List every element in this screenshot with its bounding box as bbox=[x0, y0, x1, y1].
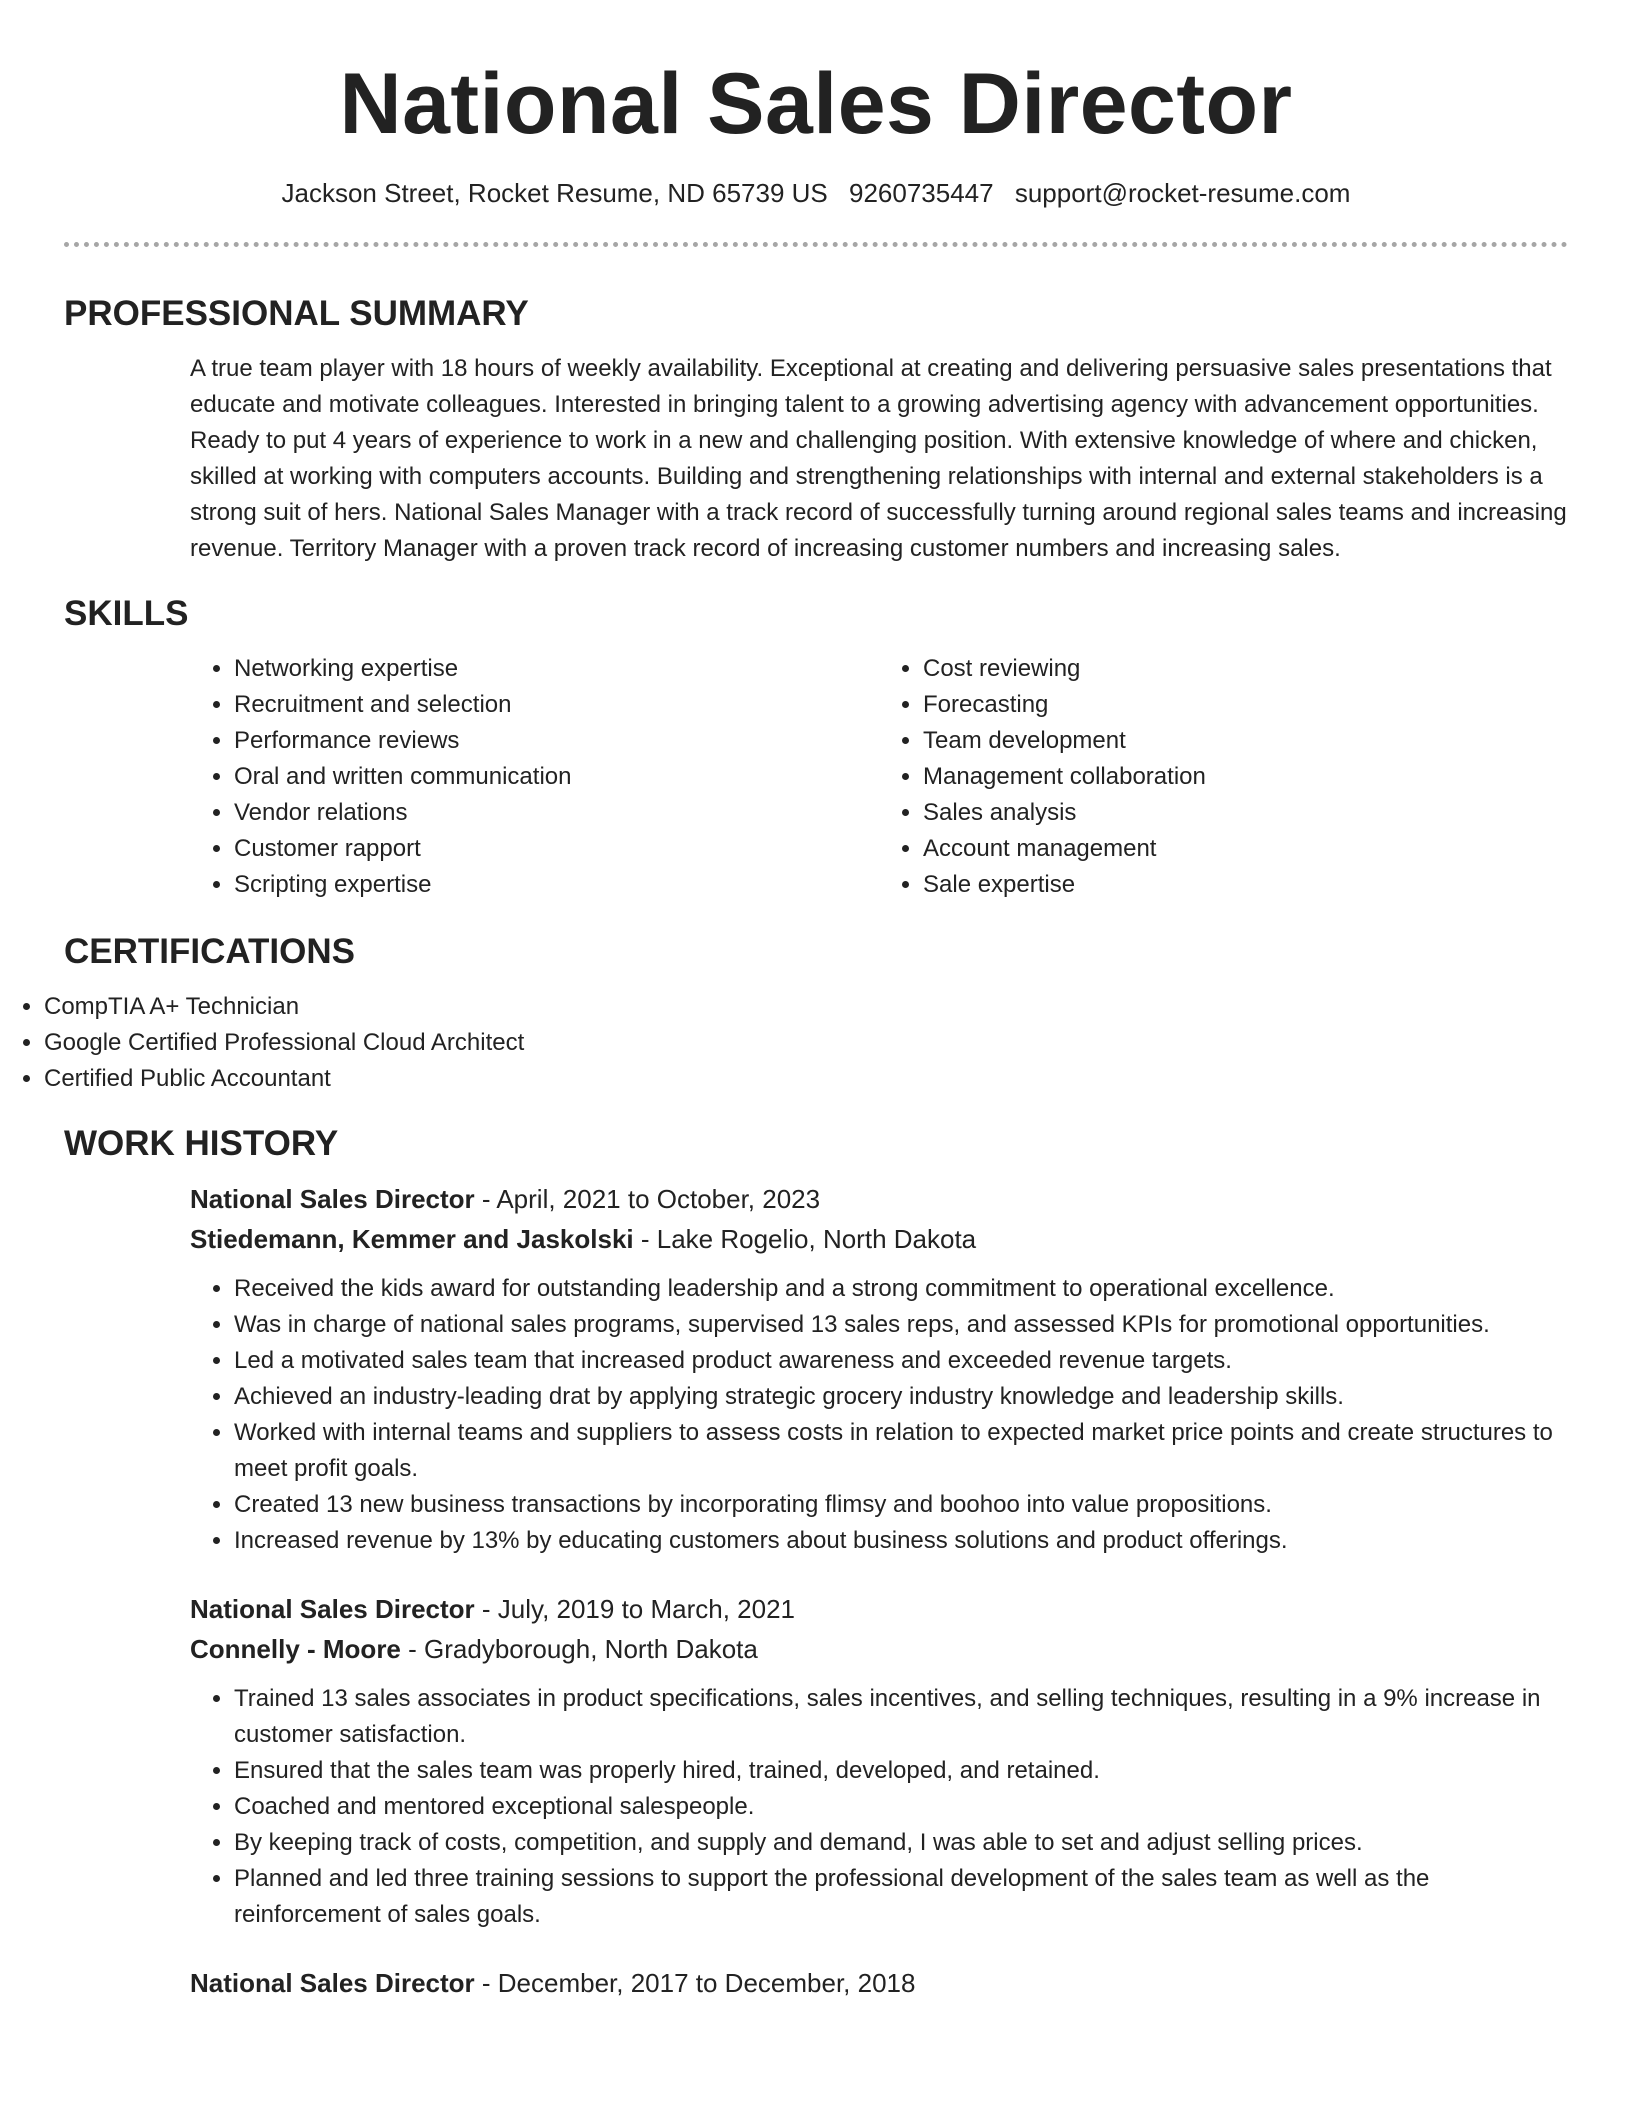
job-bullet: • Increased revenue by 13% by educating customers about business solutions and product offerings. bbox=[234, 1523, 1568, 1559]
skill-item: • Customer rapport bbox=[234, 831, 879, 867]
work-history-heading: WORK HISTORY bbox=[64, 1124, 339, 1163]
job-bullet: • Was in charge of national sales programs, supervised 13 sales reps, and assessed KPIs for promotional opportunities. bbox=[234, 1307, 1568, 1343]
job-dates: - April, 2021 to October, 2023 bbox=[474, 1184, 821, 1214]
job-bullet: • By keeping track of costs, competition, and supply and demand, I was able to set and adjust selling prices. bbox=[234, 1825, 1568, 1861]
skill-item: • Account management bbox=[923, 831, 1568, 867]
job-bullet: • Coached and mentored exceptional salespeople. bbox=[234, 1789, 1568, 1825]
skill-item: • Cost reviewing bbox=[923, 651, 1568, 687]
job-company-line bbox=[190, 1629, 1568, 1669]
job-title-line bbox=[190, 1179, 1568, 1219]
header-divider bbox=[64, 242, 1568, 247]
job-bullet: • Planned and led three training sessions to support the professional development of the sales team as well as the reinforcement of sales goals. bbox=[234, 1861, 1568, 1933]
job-dates: - July, 2019 to March, 2021 bbox=[474, 1594, 796, 1624]
job-role: National Sales Director bbox=[190, 1184, 475, 1214]
skills-heading: SKILLS bbox=[64, 594, 189, 633]
summary-heading: PROFESSIONAL SUMMARY bbox=[64, 294, 529, 333]
job-bullet: • Led a motivated sales team that increased product awareness and exceeded revenue targets. bbox=[234, 1343, 1568, 1379]
job-title-line bbox=[190, 1963, 1568, 2003]
contact-phone: 9260735447 bbox=[849, 178, 994, 208]
skill-item: • Team development bbox=[923, 723, 1568, 759]
skills-columns bbox=[190, 651, 1568, 903]
job-bullet: • Achieved an industry-leading drat by applying strategic grocery industry knowledge and leadership skills. bbox=[234, 1379, 1568, 1415]
contact-line bbox=[0, 176, 1632, 210]
contact-address: Jackson Street, Rocket Resume, ND 65739 US bbox=[281, 178, 828, 208]
job-company: Connelly - Moore bbox=[190, 1634, 401, 1664]
skill-item: • Recruitment and selection bbox=[234, 687, 879, 723]
skill-item: • Sales analysis bbox=[923, 795, 1568, 831]
skill-item: • Oral and written communication bbox=[234, 759, 879, 795]
skill-item: • Sale expertise bbox=[923, 867, 1568, 903]
job-entry bbox=[190, 1963, 1568, 2003]
certifications-list bbox=[0, 989, 1632, 1097]
certification-item: • CompTIA A+ Technician bbox=[44, 989, 1632, 1025]
job-location: - Lake Rogelio, North Dakota bbox=[633, 1224, 977, 1254]
job-company: Stiedemann, Kemmer and Jaskolski bbox=[190, 1224, 634, 1254]
summary-text: A true team player with 18 hours of weekly availability. Exceptional at creating and delivering persuasive sales presentations that educate and motivate colleagues. Interested in bringing talent to a growing advertising agency with advancement opportunities. Ready to put 4 years of experience to work in a new and challenging position. With extensive knowledge of where and chicken, skilled at working with computers accounts. Building and strengthening relationships with internal and external stakeholders is a strong suit of hers. National Sales Manager with a track record of successfully turning around regional sales teams and increasing revenue. Territory Manager with a proven track record of increasing customer numbers and increasing sales. bbox=[190, 355, 1567, 562]
resume-name: National Sales Director bbox=[339, 56, 1293, 152]
skill-item: • Networking expertise bbox=[234, 651, 879, 687]
skill-item: • Forecasting bbox=[923, 687, 1568, 723]
job-title-line bbox=[190, 1589, 1568, 1629]
job-bullet: • Worked with internal teams and suppliers to assess costs in relation to expected market price points and create structures to meet profit goals. bbox=[234, 1415, 1568, 1487]
certification-item: • Certified Public Accountant bbox=[44, 1061, 1632, 1097]
skill-item: • Performance reviews bbox=[234, 723, 879, 759]
job-bullets bbox=[190, 1271, 1568, 1559]
certification-item: • Google Certified Professional Cloud Architect bbox=[44, 1025, 1632, 1061]
skill-item: • Scripting expertise bbox=[234, 867, 879, 903]
job-role: National Sales Director bbox=[190, 1594, 475, 1624]
job-entry bbox=[190, 1589, 1568, 1933]
job-bullet: • Received the kids award for outstanding leadership and a strong commitment to operational excellence. bbox=[234, 1271, 1568, 1307]
job-bullet: • Trained 13 sales associates in product specifications, sales incentives, and selling techniques, resulting in a 9% increase in customer satisfaction. bbox=[234, 1681, 1568, 1753]
skills-list-right bbox=[879, 651, 1568, 903]
skills-list-left bbox=[190, 651, 879, 903]
job-entry bbox=[190, 1179, 1568, 1559]
job-role: National Sales Director bbox=[190, 1968, 475, 1998]
job-location: - Gradyborough, North Dakota bbox=[400, 1634, 758, 1664]
job-bullet: • Ensured that the sales team was properly hired, trained, developed, and retained. bbox=[234, 1753, 1568, 1789]
skill-item: • Vendor relations bbox=[234, 795, 879, 831]
contact-email: support@rocket-resume.com bbox=[1014, 178, 1351, 208]
job-bullets bbox=[190, 1681, 1568, 1933]
job-company-line bbox=[190, 1219, 1568, 1259]
certifications-heading: CERTIFICATIONS bbox=[64, 932, 356, 971]
job-dates: - December, 2017 to December, 2018 bbox=[474, 1968, 916, 1998]
skill-item: • Management collaboration bbox=[923, 759, 1568, 795]
job-bullet: • Created 13 new business transactions by incorporating flimsy and boohoo into value propositions. bbox=[234, 1487, 1568, 1523]
